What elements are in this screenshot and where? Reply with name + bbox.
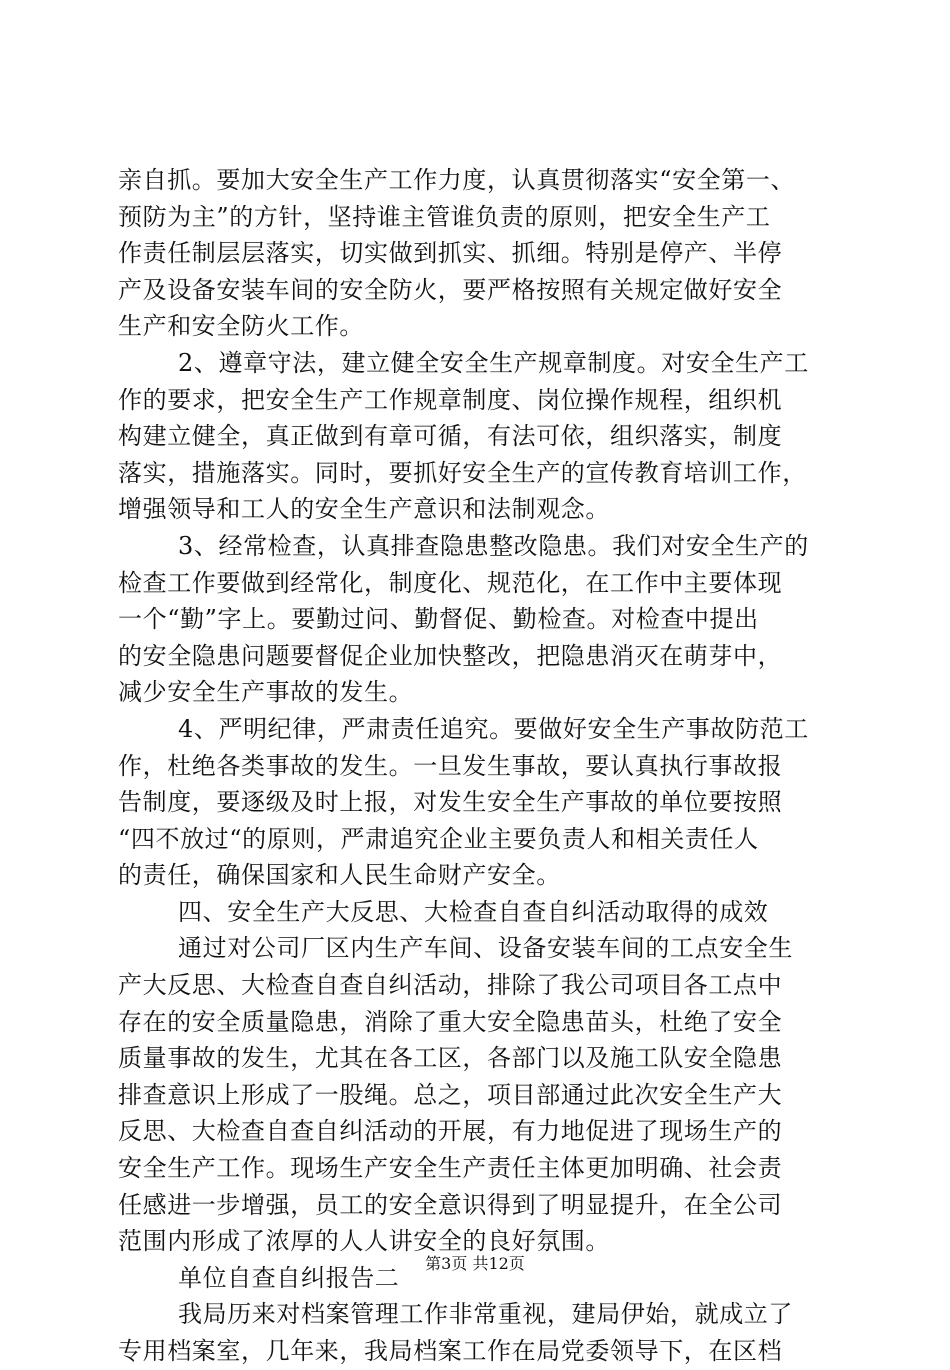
text-line: 检查工作要做到经常化，制度化、规范化，在工作中主要体现 bbox=[118, 568, 783, 597]
page-number: 第3页 共12页 bbox=[425, 1254, 525, 1273]
paragraph-start-line: 4、严明纪律，严肃责任追究。要做好安全生产事故防范工 bbox=[178, 714, 809, 743]
text-line: 专用档案室，几年来，我局档案工作在局党委领导下，在区档 bbox=[118, 1337, 783, 1365]
text-line: 产及设备安装车间的安全防火，要严格按照有关规定做好安全 bbox=[118, 275, 783, 304]
text-line: 减少安全生产事故的发生。 bbox=[118, 678, 414, 707]
text-line: 的责任，确保国家和人民生命财产安全。 bbox=[118, 861, 561, 890]
text-line: 告制度，要逐级及时上报，对发生安全生产事故的单位要按照 bbox=[118, 788, 783, 817]
text-line: 一个“勤”字上。要勤过问、勤督促、勤检查。对检查中提出 bbox=[118, 605, 759, 634]
text-line: “四不放过“的原则，严肃追究企业主要负责人和相关责任人 bbox=[118, 824, 759, 853]
text-line: 的安全隐患问题要督促企业加快整改，把隐患消灭在萌芽中， bbox=[118, 641, 783, 670]
text-line: 作的要求，把安全生产工作规章制度、岗位操作规程，组织机 bbox=[118, 385, 783, 414]
document-body bbox=[118, 162, 838, 1370]
text-line: 增强领导和工人的安全生产意识和法制观念。 bbox=[118, 495, 610, 524]
paragraph-start-line: 通过对公司厂区内生产车间、设备安装车间的工点安全生 bbox=[178, 934, 793, 963]
page-footer bbox=[0, 1254, 950, 1274]
text-line: 任感进一步增强，员工的安全意识得到了明显提升，在全公司 bbox=[118, 1190, 783, 1219]
text-line: 安全生产工作。现场生产安全生产责任主体更加明确、社会责 bbox=[118, 1154, 783, 1183]
text-line: 作责任制层层落实，切实做到抓实、抓细。特别是停产、半停 bbox=[118, 239, 783, 268]
section-heading: 四、安全生产大反思、大检查自查自纠活动取得的成效 bbox=[178, 897, 769, 926]
text-line: 存在的安全质量隐患，消除了重大安全隐患苗头，杜绝了安全 bbox=[118, 1007, 783, 1036]
text-line: 范围内形成了浓厚的人人讲安全的良好氛围。 bbox=[118, 1227, 610, 1256]
text-line: 落实，措施落实。同时，要抓好安全生产的宣传教育培训工作， bbox=[118, 458, 807, 487]
text-line: 作，杜绝各类事故的发生。一旦发生事故，要认真执行事故报 bbox=[118, 751, 783, 780]
paragraph-start-line: 3、经常检查，认真排查隐患整改隐患。我们对安全生产的 bbox=[178, 531, 809, 560]
text-line: 质量事故的发生，尤其在各工区，各部门以及施工队安全隐患 bbox=[118, 1044, 783, 1073]
paragraph-start-line: 我局历来对档案管理工作非常重视，建局伊始，就成立了 bbox=[178, 1300, 793, 1329]
text-line: 亲自抓。要加大安全生产工作力度，认真贯彻落实“安全第一、 bbox=[118, 166, 796, 194]
text-line: 生产和安全防火工作。 bbox=[118, 312, 364, 341]
text-line: 产大反思、大检查自查自纠活动，排除了我公司项目各工点中 bbox=[118, 971, 783, 1000]
text-line: 反思、大检查自查自纠活动的开展，有力地促进了现场生产的 bbox=[118, 1117, 783, 1146]
report-title: 单位自查自纠报告二 bbox=[178, 1263, 400, 1292]
text-line: 构建立健全，真正做到有章可循，有法可依，组织落实，制度 bbox=[118, 422, 783, 451]
paragraph-start-line: 2、遵章守法，建立健全安全生产规章制度。对安全生产工 bbox=[178, 348, 809, 377]
text-line: 预防为主”的方针，坚持谁主管谁负责的原则，把安全生产工 bbox=[118, 202, 771, 231]
text-line: 排查意识上形成了一股绳。总之，项目部通过此次安全生产大 bbox=[118, 1080, 783, 1109]
